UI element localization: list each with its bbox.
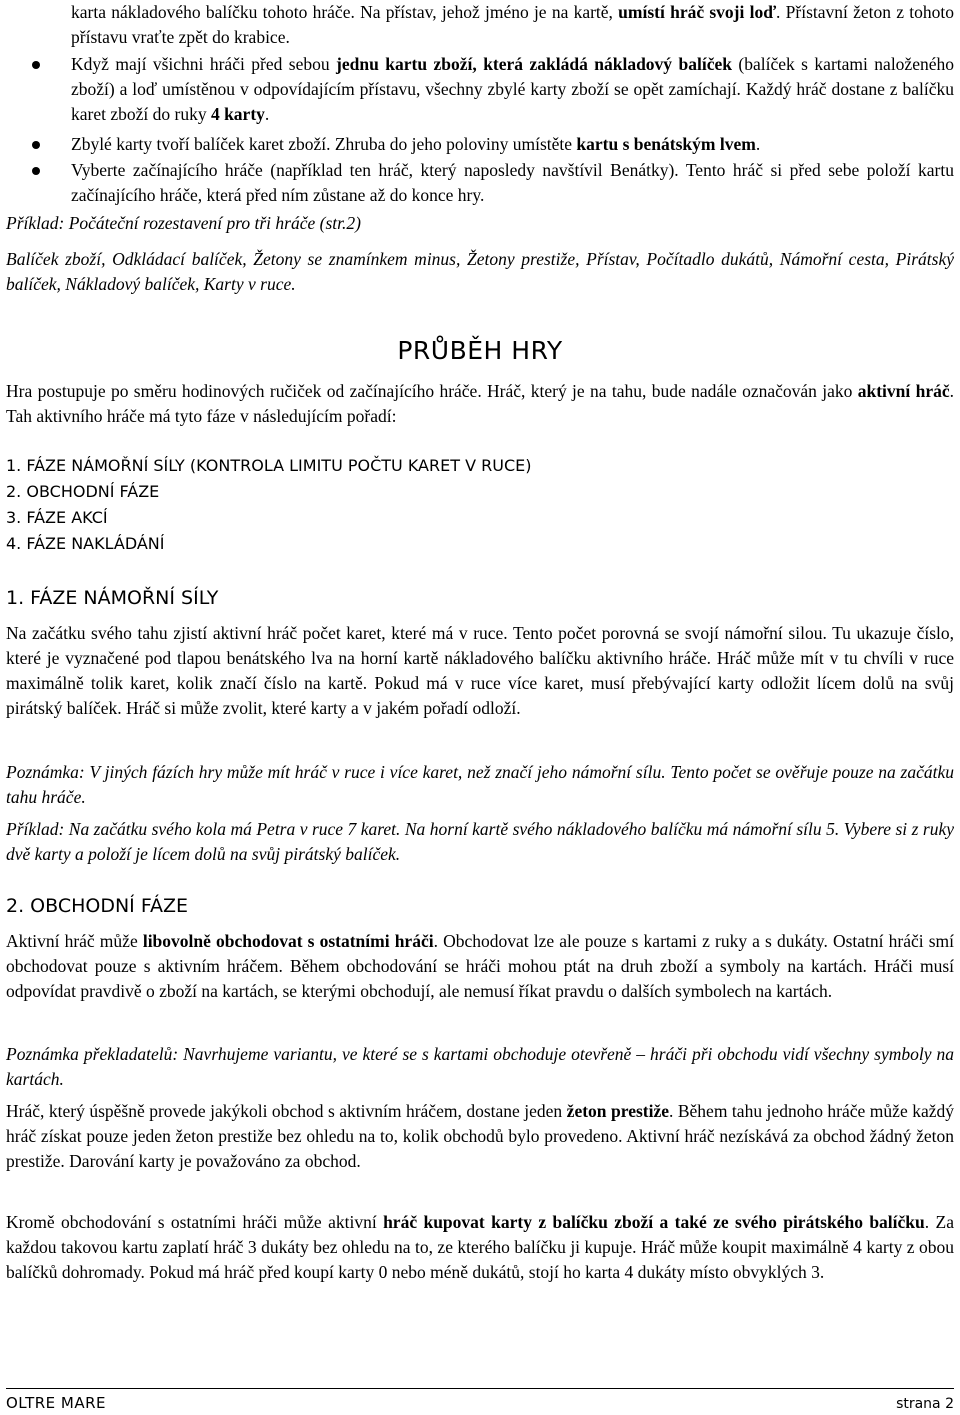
phase1-text: Na začátku svého tahu zjistí aktivní hráč počet karet, které má v ruce. Tento počet porovná se svojí námořní silou. Tu ukazuje číslo, které je vyznačené pod tlapou benátského lva na horní kartě nákladového balíčku aktivního hráče. Hráč může mít v tu chvíli v ruce maximálně tolik karet, kolik značí číslo na kartě. Pokud má v ruce více karet, musí přebývající karty odložit lícem dolů na svůj pirátský balíček. Hráč si může zvolit, které karty a v jakém pořadí odloží. <box>6 623 954 718</box>
bold-text: hráč kupovat karty z balíčku zboží a také ze svého pirátského balíčku <box>383 1212 925 1232</box>
text: . <box>755 134 761 154</box>
phase1-note: Poznámka: V jiných fázích hry může mít hráč v ruce i více karet, než značí jeho námořní sílu. Tento počet se ověřuje pouze na začátku tahu hráče. <box>6 762 954 807</box>
text: . Za každou takovou kartu zaplatí hráč 3 dukáty bez ohledu na to, ze kterého balíčku ji kupuje. Hráč může koupit maximálně 4 karty z obou balíčků dohromady. Pokud má hráč před koupí karty 0 nebo méně dukátů, stojí ho karta 4 dukáty místo obvyklých 3. <box>6 1212 954 1282</box>
phase1-heading: 1. FÁZE NÁMOŘNÍ SÍLY <box>6 587 219 609</box>
phase1-example: Příklad: Na začátku svého kola má Petra v ruce 7 karet. Na horní kartě svého nákladového balíčku má námořní sílu 5. Vybere si z ruky dvě karty a položí je lícem dolů na svůj pirátský balíček. <box>6 819 954 864</box>
bold-text: 4 karty <box>210 104 265 124</box>
phase2-paragraph-1 <box>6 929 954 1004</box>
paragraph-top <box>71 0 954 50</box>
bold-text: aktivní hráč <box>857 381 950 401</box>
intro-paragraph <box>6 379 954 429</box>
text: Kromě obchodování s ostatními hráči může aktivní <box>6 1212 384 1232</box>
text: Když mají všichni hráči před sebou <box>71 54 337 74</box>
phase-list-item-2: 2. OBCHODNÍ FÁZE <box>6 482 160 501</box>
bold-text: umístí hráč svoji loď <box>618 2 777 22</box>
phase-list-item-1: 1. FÁZE NÁMOŘNÍ SÍLY (KONTROLA LIMITU POČTU KARET V RUCE) <box>6 456 532 475</box>
text: Zbylé karty tvoří balíček karet zboží. Zhruba do jeho poloviny umístěte <box>71 134 577 154</box>
phase2-paragraph-3 <box>6 1210 954 1285</box>
text: . Tah aktivního hráče má tyto fáze v následujícím pořadí: <box>6 381 954 426</box>
text: Hra postupuje po směru hodinových ručiček od začínajícího hráče. Hráč, který je na tahu, bude nadále označován jako <box>6 381 858 401</box>
bullet-item-2 <box>71 132 954 157</box>
text: . Obchodovat lze ale pouze s kartami z ruky a s dukáty. Ostatní hráči smí obchodovat pouze s aktivním hráčem. Během obchodování se hráči mohou ptát na druh zboží a symboly na kartách. Hráči musí odpovídat pravdivě o zboží na kartách, se kterými obchodují, ale nemusí říkat pravdu o dalších symbolech na kartách. <box>6 931 954 1001</box>
phase2-note: Poznámka překladatelů: Navrhujeme variantu, ve které se s kartami obchoduje otevřeně – hráči při obchodu vidí všechny symboly na kartách. <box>6 1044 954 1089</box>
phase-list-item-4: 4. FÁZE NAKLÁDÁNÍ <box>6 534 165 553</box>
bullet-dot <box>32 167 40 175</box>
bold-text: kartu s benátským lvem <box>576 134 756 154</box>
text: Hráč, který úspěšně provede jakýkoli obchod s aktivním hráčem, dostane jeden <box>6 1101 567 1121</box>
bullet-item-3 <box>71 158 954 208</box>
footer-title: OLTRE MARE <box>6 1394 107 1412</box>
example-setup: Příklad: Počáteční rozestavení pro tři hráče (str.2) <box>6 213 361 233</box>
bold-text: žeton prestiže <box>566 1101 669 1121</box>
text: . Přístavní žeton z tohoto přístavu vraťte zpět do krabice. <box>71 2 954 47</box>
bullet-item-1 <box>71 52 954 127</box>
text: karta nákladového balíčku tohoto hráče. Na přístav, jehož jméno je na kartě, <box>71 2 619 22</box>
bullet-dot <box>32 61 40 69</box>
phase2-paragraph-2 <box>6 1099 954 1174</box>
bold-text: libovolně obchodovat s ostatními hráči <box>142 931 434 951</box>
text: . <box>264 104 270 124</box>
text: . Během tahu jednoho hráče může každý hráč získat pouze jeden žeton prestiže bez ohledu na to, kolik obchodů bylo provedeno. Aktivní hráč nezískává za obchod žádný žeton prestiže. Darování karty je považováno za obchod. <box>6 1101 954 1171</box>
phase-list-item-3: 3. FÁZE AKCÍ <box>6 508 108 527</box>
setup-list: Balíček zboží, Odkládací balíček, Žetony se znamínkem minus, Žetony prestiže, Přístav, Počítadlo dukátů, Námořní cesta, Pirátský balíček, Nákladový balíček, Karty v ruce. <box>6 249 954 294</box>
text: Vyberte začínajícího hráče (například ten hráč, který naposledy navštívil Benátky). Tento hráč si před sebe položí kartu začínajícího hráče, která před ním zůstane až do konce hry. <box>71 160 954 205</box>
bullet-dot <box>32 141 40 149</box>
text: (balíček s kartami naloženého zboží) a loď umístěnou v odpovídajícím přístavu, všechny zbylé karty zboží se opět zamíchají. Každý hráč dostane z balíčku karet zboží do ruky <box>71 54 954 124</box>
bold-text: jednu kartu zboží, která zakládá nákladový balíček <box>336 54 732 74</box>
section-title: PRŮBĚH HRY <box>397 336 563 365</box>
page-number: strana 2 <box>896 1396 954 1412</box>
footer-divider <box>6 1388 954 1389</box>
text: Aktivní hráč může <box>6 931 143 951</box>
phase2-heading: 2. OBCHODNÍ FÁZE <box>6 895 189 917</box>
